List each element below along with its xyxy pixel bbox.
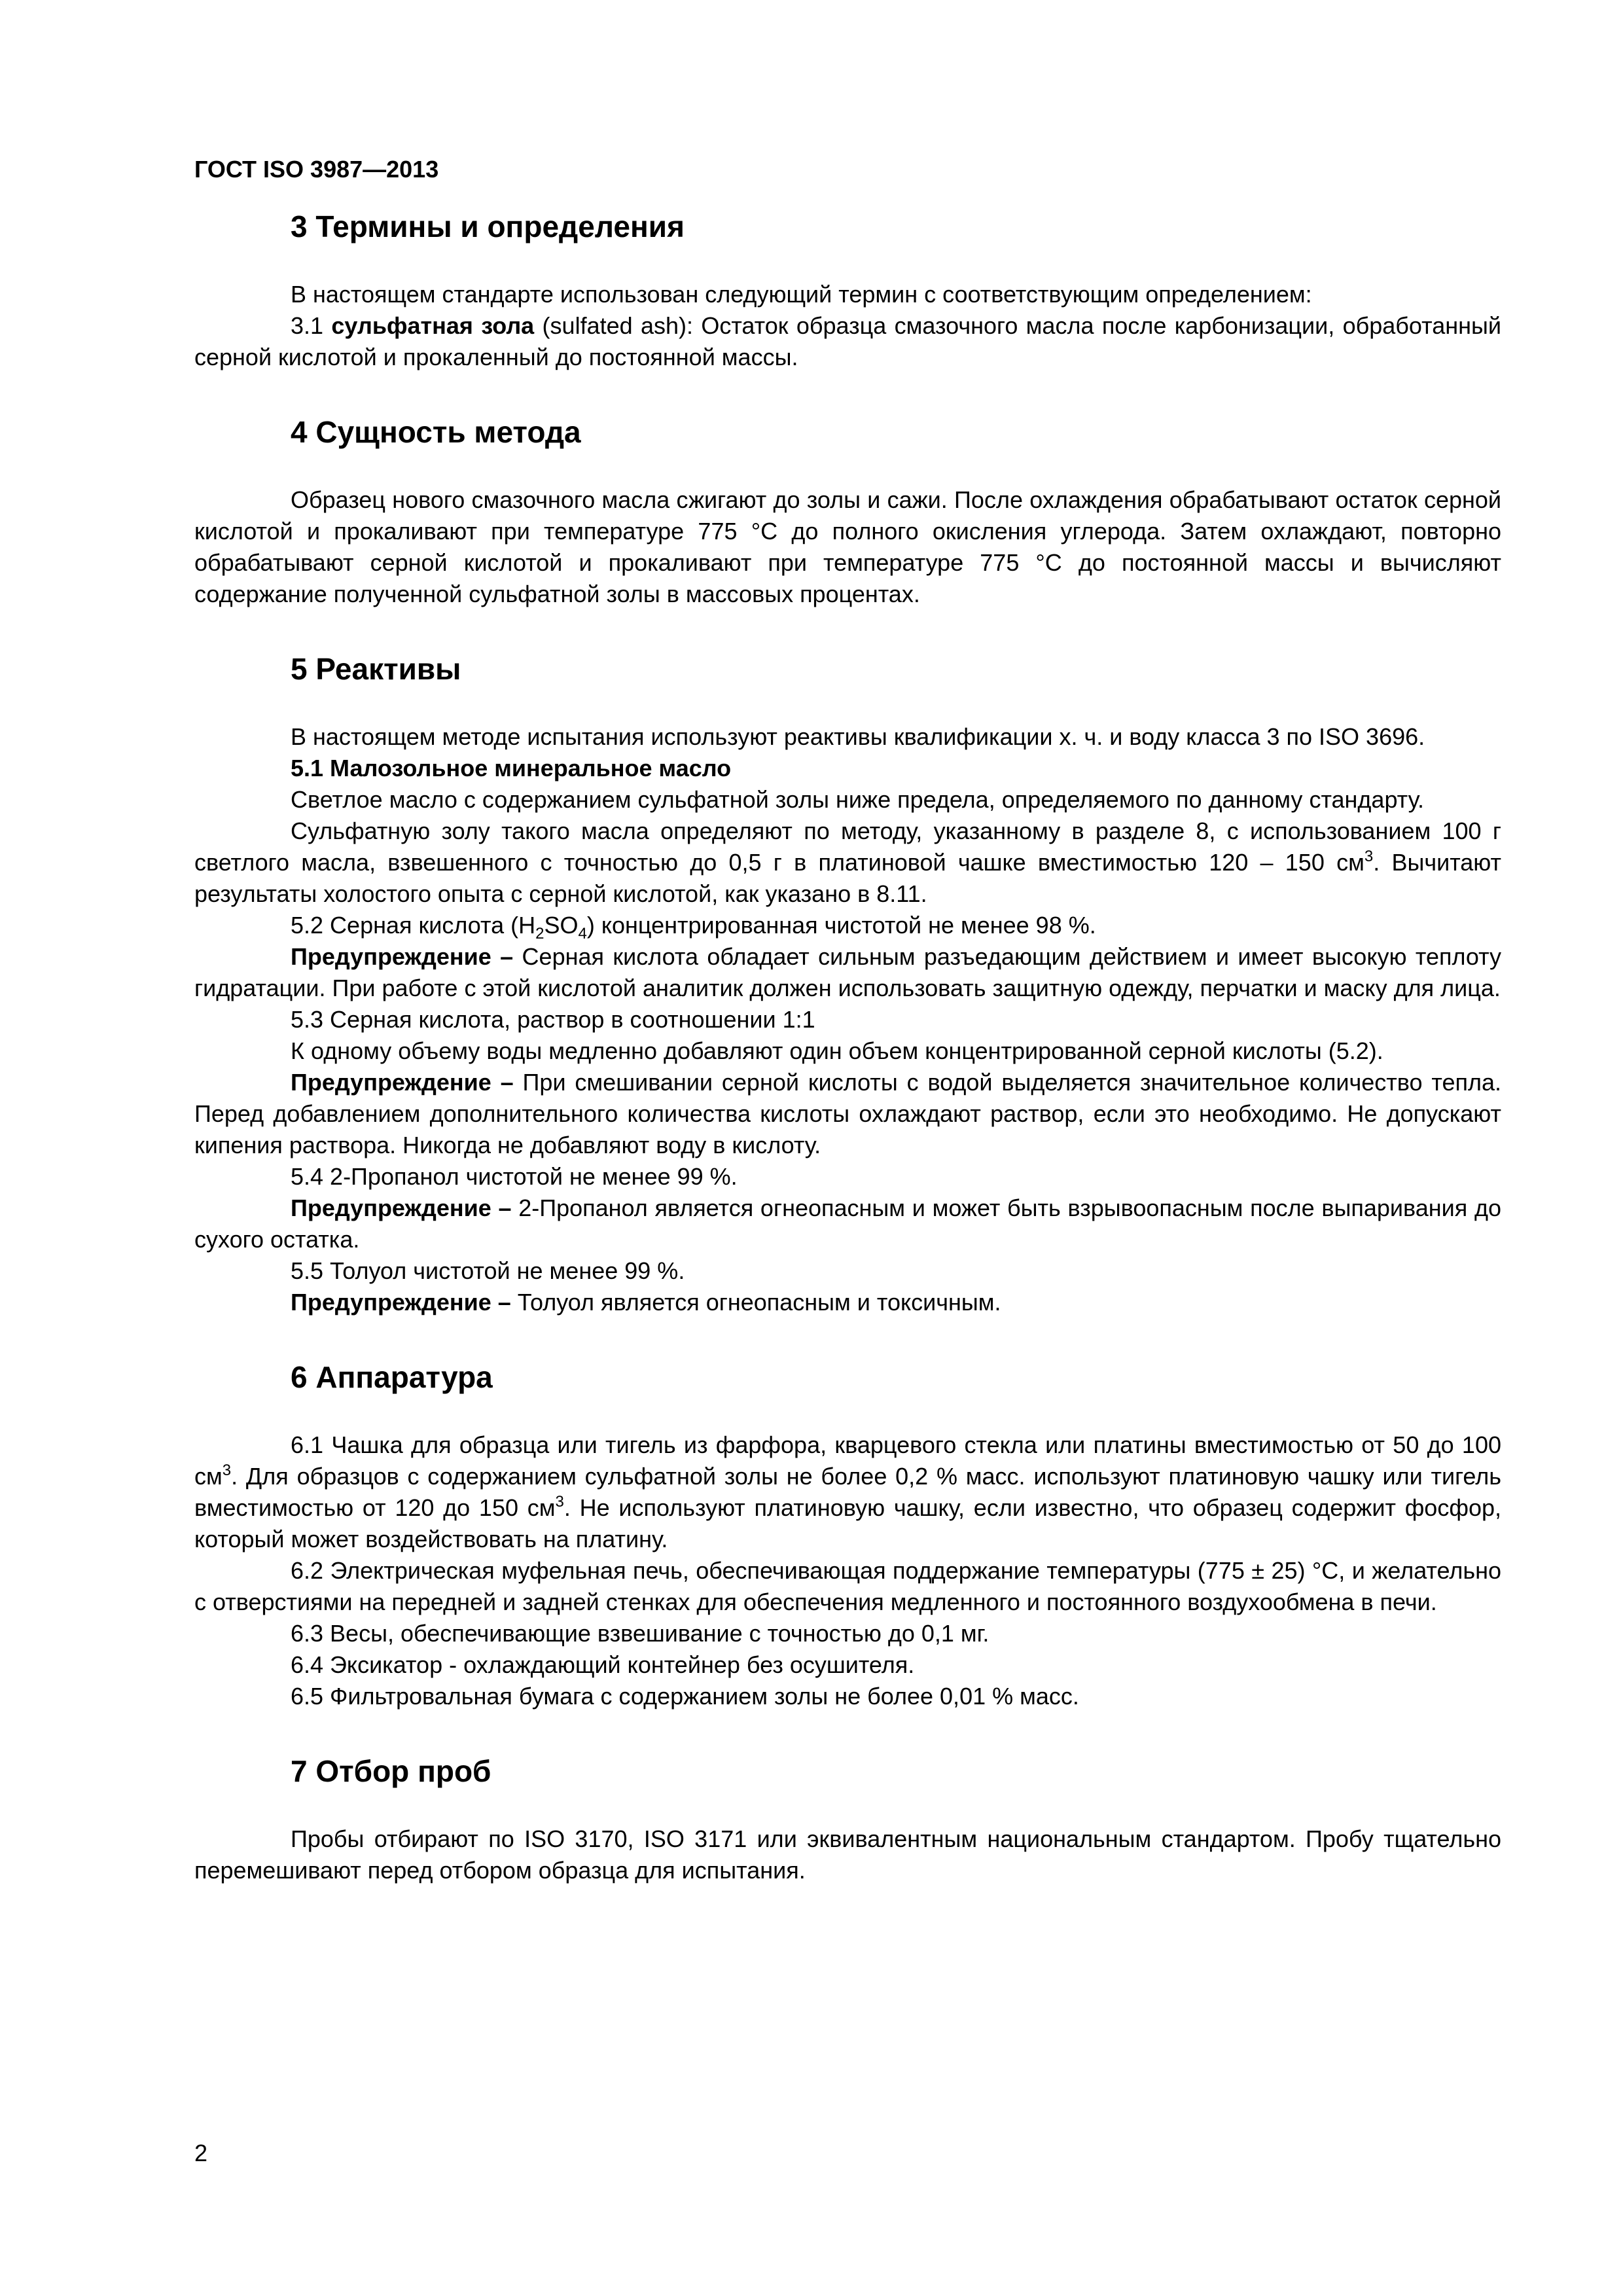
warning-text: Толуол является огнеопасным и токсичным. xyxy=(510,1289,1001,1316)
definition-term: сульфатная зола xyxy=(331,312,535,339)
section-4-title: 4 Сущность метода xyxy=(291,415,581,449)
section-3-intro: В настоящем стандарте использован следующий термин с соответствующим определением: xyxy=(291,281,1312,308)
section-3-title: 3 Термины и определения xyxy=(291,209,685,243)
definition-3-1 xyxy=(194,310,1501,373)
item-6-3: 6.3 Весы, обеспечивающие взвешивание с точностью до 0,1 мг. xyxy=(291,1620,990,1647)
subscript: 4 xyxy=(578,925,587,942)
section-7-text: Пробы отбирают по ISO 3170, ISO 3171 или эквивалентным национальным стандартом. Пробу тщательно перемешивают перед отбором образца для испытания. xyxy=(194,1825,1501,1884)
definition-text: (sulfated ash): Остаток образца смазочного масла после карбонизации, обработанный серной кислотой и прокаленный до постоянной массы. xyxy=(194,312,1502,370)
subsection-5-1-text-b xyxy=(194,816,1501,910)
text-part: . Вычитают результаты холостого опыта с серной кислотой, как указано в 8.11. xyxy=(194,849,1501,907)
warning-label: Предупреждение – xyxy=(291,1194,512,1221)
text-part: Сульфатную золу такого масла определяют по методу, указанному в разделе 8, с использованием 100 г светлого масла, взвешенного с точностью до 0,5 г в платиновой чашке вместимостью 120 – 150 см xyxy=(194,817,1501,876)
warning-5-4 xyxy=(194,1193,1501,1255)
item-6-2: 6.2 Электрическая муфельная печь, обеспечивающая поддержание температуры (775 ± 25) °С, и желательно с отверстиями на передней и задней стенках для обеспечения медленного и постоянного воздухообмена в печи. xyxy=(194,1557,1501,1615)
subsection-5-1-text-a: Светлое масло с содержанием сульфатной золы ниже предела, определяемого по данному стандарту. xyxy=(291,786,1424,813)
text-part: 5.2 Серная кислота (H xyxy=(291,912,536,939)
section-4 xyxy=(194,414,1501,610)
section-5 xyxy=(194,651,1501,1318)
superscript: 3 xyxy=(1364,848,1374,865)
page-number: 2 xyxy=(194,2140,208,2166)
subsection-5-2 xyxy=(194,910,1501,941)
superscript: 3 xyxy=(222,1462,232,1479)
text-part: . Для образцов с содержанием сульфатной золы не более 0,2 % масс. используют платиновую чашку или тигель вместимостью от 120 до 150 см xyxy=(194,1463,1501,1521)
warning-5-3 xyxy=(194,1067,1501,1161)
definition-number: 3.1 xyxy=(291,312,332,339)
item-6-4: 6.4 Эксикатор - охлаждающий контейнер без осушителя. xyxy=(291,1651,915,1678)
section-7 xyxy=(194,1753,1501,1886)
item-6-5: 6.5 Фильтровальная бумага с содержанием золы не более 0,01 % масс. xyxy=(291,1683,1079,1710)
warning-5-5 xyxy=(194,1287,1501,1318)
warning-text: 2-Пропанол является огнеопасным и может быть взрывоопасным после выпаривания до сухого остатка. xyxy=(194,1194,1501,1253)
section-6-title: 6 Аппаратура xyxy=(291,1360,493,1394)
warning-5-2 xyxy=(194,941,1501,1004)
section-7-title: 7 Отбор проб xyxy=(291,1754,491,1788)
section-6 xyxy=(194,1359,1501,1712)
subsection-5-4: 5.4 2-Пропанол чистотой не менее 99 %. xyxy=(291,1163,738,1190)
document-body xyxy=(194,208,1501,1886)
text-part: SO xyxy=(544,912,579,939)
subsection-5-3: 5.3 Серная кислота, раствор в соотношении 1:1 xyxy=(291,1006,815,1033)
text-part: ) концентрированная чистотой не менее 98 %. xyxy=(586,912,1096,939)
text-part: 6.1 Чашка для образца или тигель из фарфора, кварцевого стекла или платины вместимостью от 50 до 100 см xyxy=(194,1431,1501,1490)
item-6-1 xyxy=(194,1429,1501,1555)
text-part: . Не используют платиновую чашку, если известно, что образец содержит фосфор, который может воздействовать на платину. xyxy=(194,1494,1501,1552)
subsection-5-3-text: К одному объему воды медленно добавляют один объем концентрированной серной кислоты (5.2). xyxy=(291,1037,1383,1064)
superscript: 3 xyxy=(555,1493,564,1511)
subsection-5-1-title: 5.1 Малозольное минеральное масло xyxy=(291,755,732,781)
warning-label: Предупреждение – xyxy=(291,943,514,970)
warning-text: При смешивании серной кислоты с водой выделяется значительное количество тепла. Перед добавлением дополнительного количества кислоты охлаждают раствор, если это необходимо. Не допускают кипения раствора. Никогда не добавляют воду в кислоту. xyxy=(194,1069,1501,1158)
section-5-title: 5 Реактивы xyxy=(291,652,461,686)
section-4-text: Образец нового смазочного масла сжигают до золы и сажи. После охлаждения обрабатывают остаток серной кислотой и прокаливают при температуре 775 °С до полного окисления углерода. Затем охлаждают, повторно обрабатывают серной кислотой и прокаливают при температуре 775 °С до постоянной массы и вычисляют содержание полученной сульфатной золы в массовых процентах. xyxy=(194,486,1501,607)
subsection-5-5: 5.5 Толуол чистотой не менее 99 %. xyxy=(291,1257,685,1284)
warning-label: Предупреждение – xyxy=(291,1069,514,1096)
subscript: 2 xyxy=(535,925,544,942)
warning-text: Серная кислота обладает сильным разъедающим действием и имеет высокую теплоту гидратации. При работе с этой кислотой аналитик должен использовать защитную одежду, перчатки и маску для лица. xyxy=(194,943,1501,1001)
warning-label: Предупреждение – xyxy=(291,1289,511,1316)
section-5-intro: В настоящем методе испытания используют реактивы квалификации х. ч. и воду класса 3 по ISO 3696. xyxy=(291,723,1425,750)
section-3 xyxy=(194,208,1501,373)
document-header: ГОСТ ISO 3987—2013 xyxy=(194,156,439,183)
